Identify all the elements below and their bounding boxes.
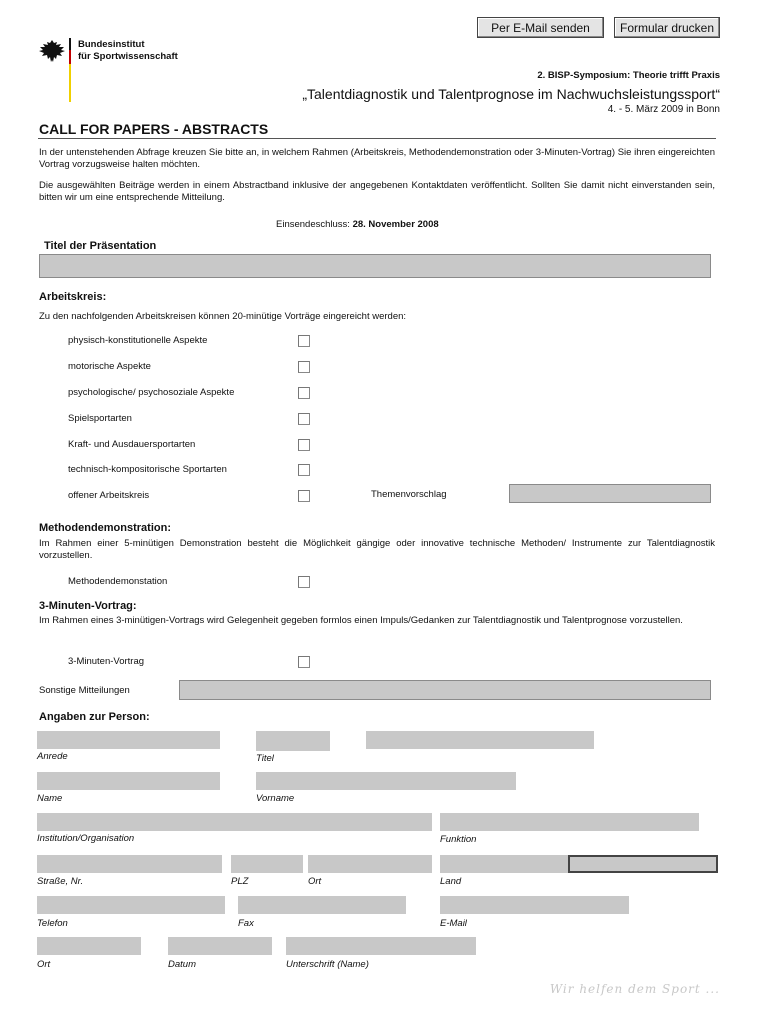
slogan: Wir helfen dem Sport ... [549, 982, 720, 996]
sonstige-label: Sonstige Mitteilungen [39, 685, 130, 696]
logo-bar-red [69, 50, 71, 64]
unterschrift-caption: Unterschrift (Name) [286, 959, 369, 970]
methoden-heading: Methodendemonstration: [39, 522, 171, 534]
ak-label-2: motorische Aspekte [68, 361, 151, 372]
presentation-title-input[interactable] [39, 254, 711, 278]
titel-caption: Titel [256, 753, 274, 764]
institution-caption: Institution/Organisation [37, 833, 135, 844]
vortrag-label: 3-Minuten-Vortrag [68, 656, 145, 667]
logo-line-1: Bundesinstitut [78, 39, 145, 50]
ort-sign-caption: Ort [37, 959, 51, 970]
deadline-value: 28. November 2008 [352, 219, 439, 230]
arbeitskreis-heading: Arbeitskreis: [39, 291, 107, 303]
ak-checkbox-7[interactable] [298, 490, 310, 502]
anrede-caption: Anrede [37, 751, 68, 762]
ak-checkbox-4[interactable] [298, 413, 310, 425]
themenvorschlag-input[interactable] [509, 484, 711, 503]
methoden-label: Methodendemonstation [68, 576, 168, 587]
ak-checkbox-2[interactable] [298, 361, 310, 373]
datum-caption: Datum [168, 959, 196, 970]
telefon-input[interactable] [37, 896, 225, 914]
symposium-line: 2. BISP-Symposium: Theorie trifft Praxis [537, 70, 720, 81]
page-title: CALL FOR PAPERS - ABSTRACTS [39, 121, 269, 137]
federal-eagle-icon [38, 38, 66, 64]
vorname-input[interactable] [256, 772, 516, 790]
ort-caption: Ort [308, 876, 322, 887]
print-form-button[interactable]: Formular drucken [614, 17, 720, 38]
fax-caption: Fax [238, 918, 254, 929]
ak-label-6: technisch-kompositorische Sportarten [68, 464, 227, 475]
person-heading: Angaben zur Person: [39, 711, 150, 723]
methoden-desc: Im Rahmen einer 5-minütigen Demonstration besteht die Möglichkeit gängige oder innovative technische Methoden/ Instrumente zur Talentdiagnostik vorzustellen. [39, 538, 715, 561]
methoden-checkbox[interactable] [298, 576, 310, 588]
themenvorschlag-label: Themenvorschlag [371, 489, 447, 500]
title-divider [38, 138, 716, 139]
strasse-caption: Straße, Nr. [37, 876, 84, 887]
arbeitskreis-desc: Zu den nachfolgenden Arbeitskreisen können 20-minütige Vorträge eingereicht werden: [39, 311, 407, 322]
land-caption: Land [440, 876, 462, 887]
deadline-label: Einsendeschluss: [276, 219, 353, 230]
sonstige-input[interactable] [179, 680, 711, 700]
unterschrift-input[interactable] [286, 937, 476, 955]
ak-checkbox-3[interactable] [298, 387, 310, 399]
titel-input[interactable] [256, 731, 330, 751]
strasse-input[interactable] [37, 855, 222, 873]
ak-label-1: physisch-konstitutionelle Aspekte [68, 335, 208, 346]
ak-checkbox-6[interactable] [298, 464, 310, 476]
extra-input[interactable] [366, 731, 594, 749]
name-caption: Name [37, 793, 63, 804]
institution-input[interactable] [37, 813, 432, 831]
vorname-caption: Vorname [256, 793, 295, 804]
land-select-input[interactable] [568, 855, 718, 873]
vortrag-desc: Im Rahmen eines 3-minütigen-Vortrags wird Gelegenheit gegeben formlos einen Impuls/Gedanken zur Talentdiagnostik und Talentprognose vorzustellen. [39, 615, 683, 626]
name-input[interactable] [37, 772, 220, 790]
logo-line-2: für Sportwissenschaft [78, 51, 178, 62]
ak-label-7: offener Arbeitskreis [68, 490, 150, 501]
logo-text [78, 39, 178, 63]
datum-input[interactable] [168, 937, 272, 955]
ak-checkbox-1[interactable] [298, 335, 310, 347]
fax-input[interactable] [238, 896, 406, 914]
intro-paragraph-2: Die ausgewählten Beiträge werden in einem Abstractband inklusive der angegebenen Kontaktdaten veröffentlicht. Sollten Sie damit nicht einverstanden sein, bitten wir um eine entsprechende Mitteilung. [39, 180, 715, 203]
land-input[interactable] [440, 855, 568, 873]
ak-label-4: Spielsportarten [68, 413, 132, 424]
anrede-input[interactable] [37, 731, 220, 749]
email-input[interactable] [440, 896, 629, 914]
ak-checkbox-5[interactable] [298, 439, 310, 451]
ak-label-3: psychologische/ psychosoziale Aspekte [68, 387, 235, 398]
logo-bar-gold [69, 62, 71, 102]
intro-paragraph-1: In der untenstehenden Abfrage kreuzen Sie bitte an, in welchem Rahmen (Arbeitskreis, Methodendemonstration oder 3-Minuten-Vortrag) Sie ihren eingereichten Vortrag vorzugsweise halten möchten. [39, 147, 715, 170]
presentation-title-label: Titel der Präsentation [44, 240, 157, 252]
vortrag-heading: 3-Minuten-Vortrag: [39, 600, 137, 612]
telefon-caption: Telefon [37, 918, 68, 929]
ort-sign-input[interactable] [37, 937, 141, 955]
date-place: 4. - 5. März 2009 in Bonn [607, 104, 720, 115]
funktion-caption: Funktion [440, 834, 477, 845]
email-caption: E-Mail [440, 918, 467, 929]
ort-input[interactable] [308, 855, 432, 873]
vortrag-checkbox[interactable] [298, 656, 310, 668]
symposium-title: „Talentdiagnostik und Talentprognose im Nachwuchsleistungssport“ [302, 86, 720, 102]
plz-caption: PLZ [231, 876, 249, 887]
deadline [276, 219, 439, 230]
funktion-input[interactable] [440, 813, 699, 831]
ak-label-5: Kraft- und Ausdauersportarten [68, 439, 196, 450]
send-email-button[interactable]: Per E-Mail senden [477, 17, 604, 38]
plz-input[interactable] [231, 855, 303, 873]
